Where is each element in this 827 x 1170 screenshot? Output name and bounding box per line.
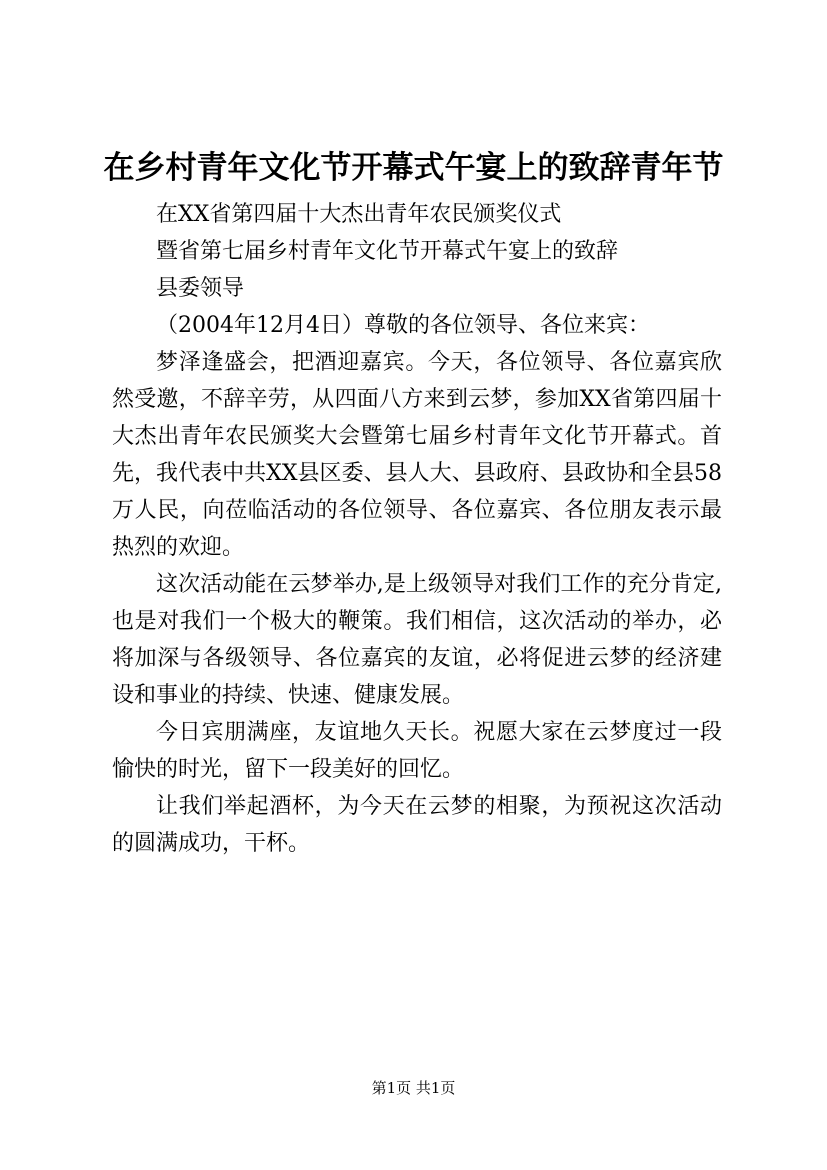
date-greeting-line: （2004年12月4日）尊敬的各位领导、各位来宾： <box>156 313 650 338</box>
document-title: 在乡村青年文化节开幕式午宴上的致辞青年节 <box>103 150 724 186</box>
document-body <box>112 196 722 862</box>
page-number-label: 第1页 共1页 <box>371 1079 456 1097</box>
paragraph-4: 让我们举起酒杯，为今天在云梦的相聚，为预祝这次活动的圆满成功，干杯。 <box>112 794 722 856</box>
subtitle-line-2: 暨省第七届乡村青年文化节开幕式午宴上的致辞 <box>156 239 619 264</box>
subtitle-line-1: 在XX省第四届十大杰出青年农民颁奖仪式 <box>156 202 562 227</box>
paragraph-1: 梦泽逢盛会，把酒迎嘉宾。今天，各位领导、各位嘉宾欣然受邀，不辞辛劳，从四面八方来到云梦，参加XX省第四届十大杰出青年农民颁奖大会暨第七届乡村青年文化节开幕式。首先，我代表中共XX县区委、县人大、县政府、县政协和全县58万人民，向莅临活动的各位领导、各位嘉宾、各位朋友表示最热烈的欢迎。 <box>112 350 722 560</box>
paragraph-3: 今日宾朋满座，友谊地久天长。祝愿大家在云梦度过一段愉快的时光，留下一段美好的回忆。 <box>112 720 722 782</box>
speaker-line: 县委领导 <box>156 276 245 301</box>
page-footer <box>0 1078 827 1098</box>
paragraph-2: 这次活动能在云梦举办,是上级领导对我们工作的充分肯定,也是对我们一个极大的鞭策。我们相信，这次活动的举办，必将加深与各级领导、各位嘉宾的友谊，必将促进云梦的经济建设和事业的持续、快速、健康发展。 <box>112 572 722 708</box>
